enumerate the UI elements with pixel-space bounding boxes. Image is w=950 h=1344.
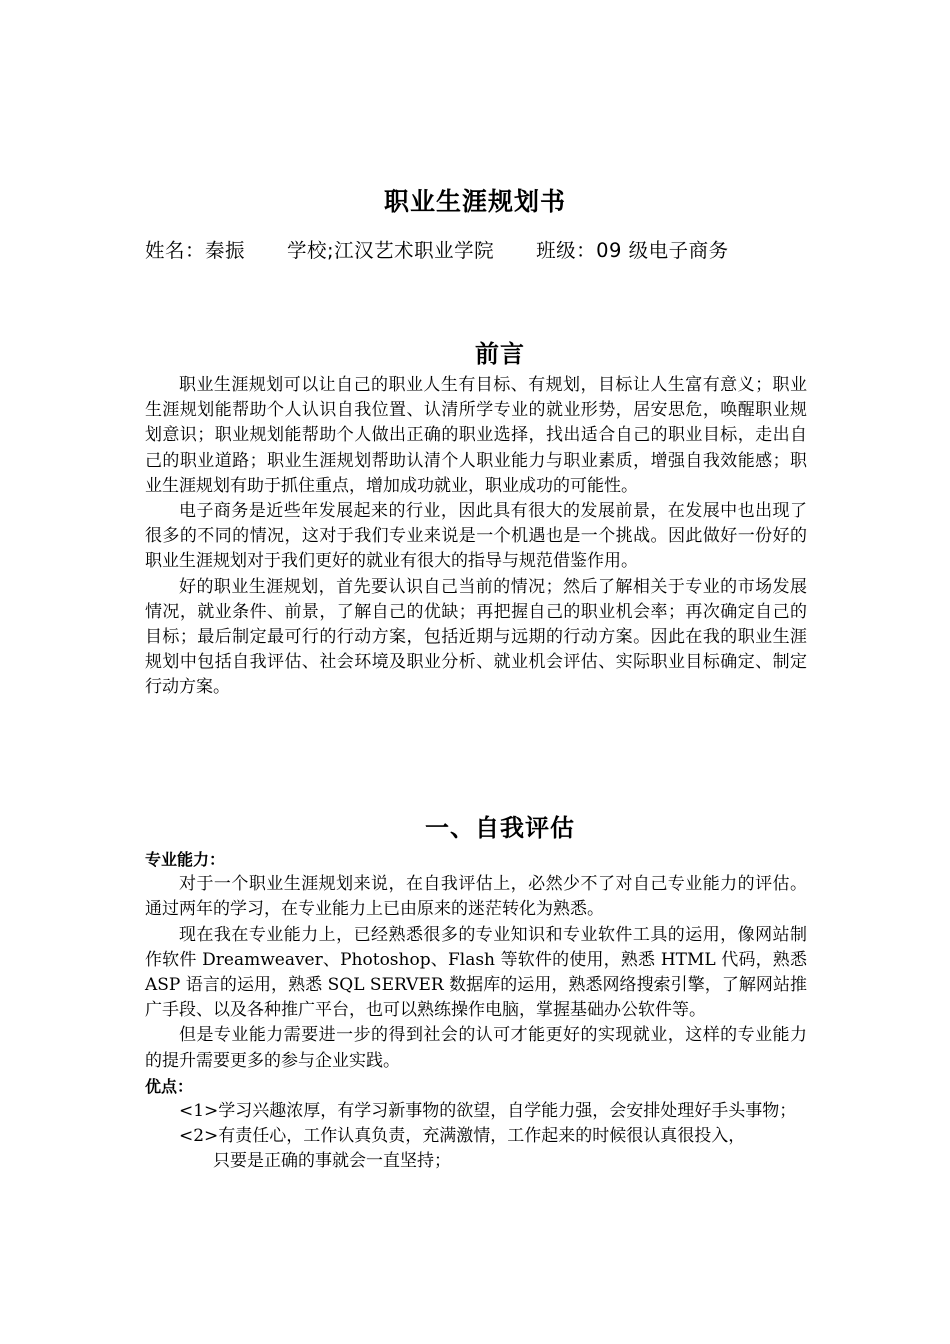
strength-item: <1>学习兴趣浓厚，有学习新事物的欲望，自学能力强，会安排处理好手头事物； — [179, 1101, 797, 1122]
self-assessment-body — [145, 847, 807, 1175]
preface-heading: 前言 — [475, 340, 525, 368]
document-title: 职业生涯规划书 — [383, 187, 566, 216]
strength-item-continued: 只要是正确的事就会一直坚持； — [213, 1151, 451, 1172]
author-name: 姓名：秦振 — [145, 239, 246, 262]
author-class: 班级：09 级电子商务 — [536, 239, 729, 262]
skills-label: 专业能力： — [145, 850, 226, 869]
author-school: 学校;江汉艺术职业学院 — [287, 239, 495, 262]
self-assessment-heading: 一、自我评估 — [425, 814, 575, 842]
skills-paragraph: 对于一个职业生涯规划来说，在自我评估上，必然少不了对自己专业能力的评估。通过两年的学习，在专业能力上已由原来的迷茫转化为熟悉。 — [145, 874, 807, 920]
preface-paragraph: 职业生涯规划可以让自己的职业人生有目标、有规划，目标让人生富有意义；职业生涯规划能帮助个人认识自我位置、认清所学专业的就业形势，居安思危，唤醒职业规划意识；职业规划能帮助个人做出正确的职业选择，找出适合自己的职业目标，走出自己的职业道路；职业生涯规划帮助认清个人职业能力与职业素质，增强自我效能感；职业生涯规划有助于抓住重点，增加成功就业，职业成功的可能性。 — [145, 375, 807, 496]
skills-paragraph: 现在我在专业能力上，已经熟悉很多的专业知识和专业软件工具的运用，像网站制作软件 Dreamweaver、Photoshop、Flash 等软件的使用，熟悉 HTML 代码，熟悉 ASP 语言的运用，熟悉 SQL SERVER 数据库的运用，熟悉网络搜索引擎，了解网站推广手段、以及各种推广平台，也可以熟练操作电脑，掌握基础办公软件等。 — [145, 924, 807, 1021]
skills-paragraph: 但是专业能力需要进一步的得到社会的认可才能更好的实现就业，这样的专业能力的提升需要更多的参与企业实践。 — [145, 1025, 807, 1071]
strengths-label: 优点： — [145, 1076, 194, 1096]
strength-item: <2>有责任心，工作认真负责，充满激情，工作起来的时候很认真很投入， — [179, 1126, 746, 1147]
author-info-line — [145, 235, 825, 263]
preface-body — [145, 373, 807, 701]
preface-paragraph: 好的职业生涯规划，首先要认识自己当前的情况；然后了解相关于专业的市场发展情况，就业条件、前景，了解自己的优缺；再把握自己的职业机会率；再次确定自己的目标；最后制定最可行的行动方案，包括近期与远期的行动方案。因此在我的职业生涯规划中包括自我评估、社会环境及职业分析、就业机会评估、实际职业目标确定、制定行动方案。 — [145, 576, 807, 698]
preface-paragraph: 电子商务是近些年发展起来的行业，因此具有很大的发展前景，在发展中也出现了很多的不同的情况，这对于我们专业来说是一个机遇也是一个挑战。因此做好一份好的职业生涯规划对于我们更好的就业有很大的指导与规范借鉴作用。 — [145, 501, 807, 572]
